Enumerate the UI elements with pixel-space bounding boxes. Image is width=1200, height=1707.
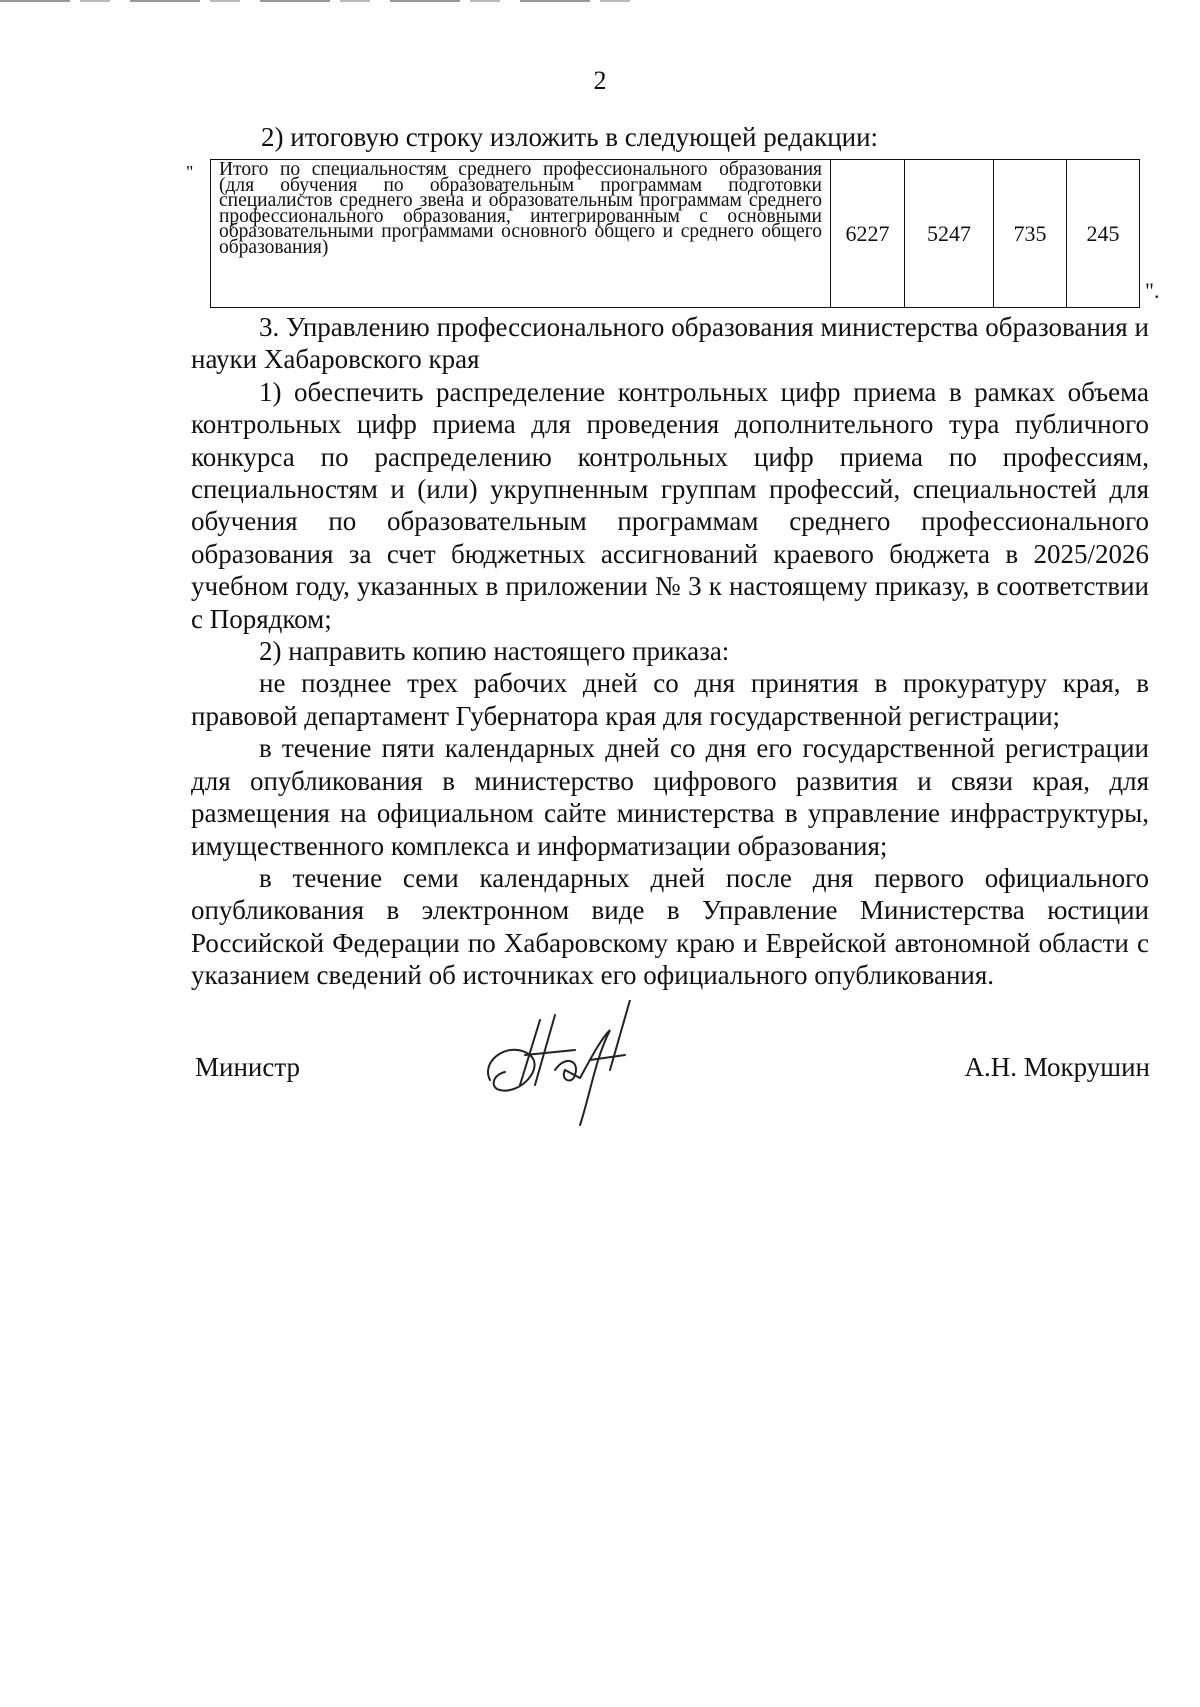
paragraph-ensure-distribution: 1) обеспечить распределение контрольных цифр приема в рамках объема контрольных цифр приема для проведения дополнительного тура публичного конкурса по распределению контрольных цифр приема по профессиям, специальностям и (или) укрупненным группам профессий, специальностей для обучения по образовательным программам среднего профессионального образования за счет бюджетных ассигнований краевого бюджета в 2025/2026 учебном году, указанных в приложении № 3 к настоящему приказу, в соответствии с Порядком;	[191, 376, 1149, 634]
signer-name: А.Н. Мокрушин	[964, 1052, 1150, 1082]
total-value-4: 245	[1067, 160, 1140, 308]
paragraph-prosecutor: не позднее трех рабочих дней со дня принятия в прокуратуру края, в правовой департамент Губернатора края для государственной регистрации;	[191, 668, 1149, 731]
page-number: 2	[593, 66, 607, 95]
total-value-2: 5247	[905, 160, 994, 308]
paragraph-justice-ministry: в течение семи календарных дней после дня первого официального опубликования в электронном виде в Управление Министерства юстиции Российской Федерации по Хабаровскому краю и Еврейской автономной области с указанием сведений об источниках его официального опубликования.	[191, 862, 1149, 991]
paragraph-send-copy: 2) направить копию настоящего приказа:	[259, 636, 730, 667]
closing-quote: ".	[1145, 278, 1160, 303]
total-row-table	[210, 159, 1140, 308]
scan-edge-line	[0, 0, 640, 2]
total-value-1: 6227	[831, 160, 905, 308]
paragraph-3-department: 3. Управлению профессионального образования министерства образования и науки Хабаровского края	[191, 312, 1149, 375]
total-row-label: Итого по специальностям среднего профессионального образования (для обучения по образовательным программам подготовки специалистов среднего звена и образовательным программам среднего профессионального образования, интегрированным с основными образовательными программами основного общего и среднего общего образования)	[211, 160, 831, 308]
opening-quote: "	[186, 162, 194, 182]
table-row	[211, 160, 1140, 308]
handwritten-signature	[480, 1000, 640, 1130]
paragraph-digital-ministry: в течение пяти календарных дней со дня его государственной регистрации для опубликования в министерство цифрового развития и связи края, для размещения на официальном сайте министерства в управление инфраструктуры, имущественного комплекса и информатизации образования;	[191, 733, 1149, 861]
table-intro-text: 2) итоговую строку изложить в следующей редакции:	[261, 122, 879, 152]
document-body	[191, 311, 1149, 992]
signer-title: Министр	[195, 1052, 300, 1082]
total-value-3: 735	[994, 160, 1067, 308]
